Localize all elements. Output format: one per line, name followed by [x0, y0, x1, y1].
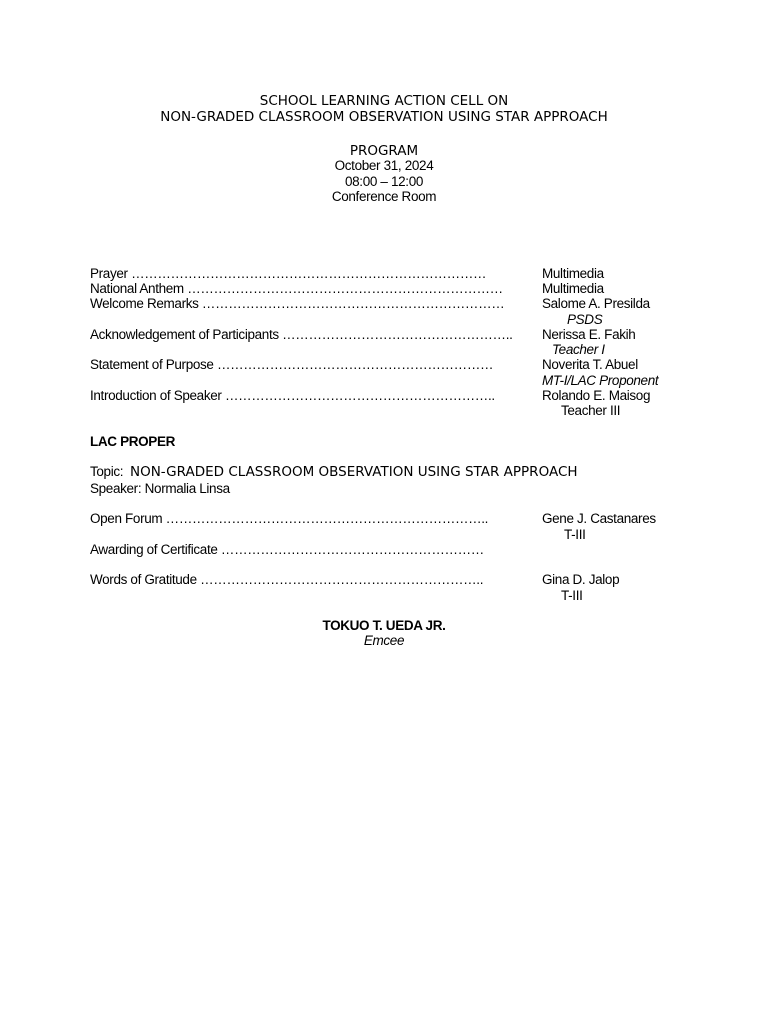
speaker-line: Speaker: Normalia Linsa — [90, 481, 230, 496]
program-item-label: Awarding of Certificate …………………………………………………… — [90, 542, 484, 557]
program-item-person: Noverita T. Abuel — [542, 357, 638, 372]
program-item-person: Multimedia — [542, 281, 604, 296]
program-item-role: MT-I/LAC Proponent — [542, 373, 659, 388]
program-item-role: PSDS — [567, 312, 603, 327]
event-venue: Conference Room — [331, 189, 437, 204]
program-item-person: Nerissa E. Fakih — [542, 327, 636, 342]
program-item-role: T-III — [564, 527, 586, 542]
program-item-role: T-III — [561, 588, 583, 603]
program-item-label: Statement of Purpose ……………………………………………………… — [90, 357, 494, 372]
lac-proper-heading: LAC PROPER — [90, 434, 176, 449]
topic-title: NON-GRADED CLASSROOM OBSERVATION USING STAR APPROACH — [129, 464, 578, 480]
topic-label: Topic: — [90, 464, 124, 479]
program-item-person: Multimedia — [542, 266, 604, 281]
program-item-person: Gina D. Jalop — [542, 572, 620, 587]
program-item-role: Teacher III — [561, 403, 621, 418]
program-item-label: Introduction of Speaker …………………………………………………….. — [90, 388, 495, 403]
program-item-label: Open Forum ……………………………………………………………….. — [90, 511, 489, 526]
program-item-label: National Anthem ……………………………………………………………… — [90, 281, 503, 296]
title-line-2: NON-GRADED CLASSROOM OBSERVATION USING STAR APPROACH — [160, 109, 608, 125]
emcee-role: Emcee — [363, 633, 405, 648]
program-item-label: Welcome Remarks …………………………………………………………… — [90, 296, 505, 311]
title-line-1: SCHOOL LEARNING ACTION CELL ON — [259, 93, 509, 109]
event-date: October 31, 2024 — [334, 158, 434, 173]
program-item-label: Prayer ……………………………………………………………………… — [90, 266, 487, 281]
program-heading: PROGRAM — [349, 143, 419, 159]
topic-line — [90, 464, 578, 480]
program-item-role: Teacher I — [552, 342, 605, 357]
program-item-label: Acknowledgement of Participants …………………………………………….. — [90, 327, 513, 342]
program-item-person: Salome A. Presilda — [542, 296, 650, 311]
event-time: 08:00 – 12:00 — [344, 174, 424, 189]
program-item-person: Gene J. Castanares — [542, 511, 656, 526]
emcee-name: TOKUO T. UEDA JR. — [322, 618, 446, 633]
program-item-label: Words of Gratitude ……………………………………………………….. — [90, 572, 484, 587]
program-item-person: Rolando E. Maisog — [542, 388, 651, 403]
